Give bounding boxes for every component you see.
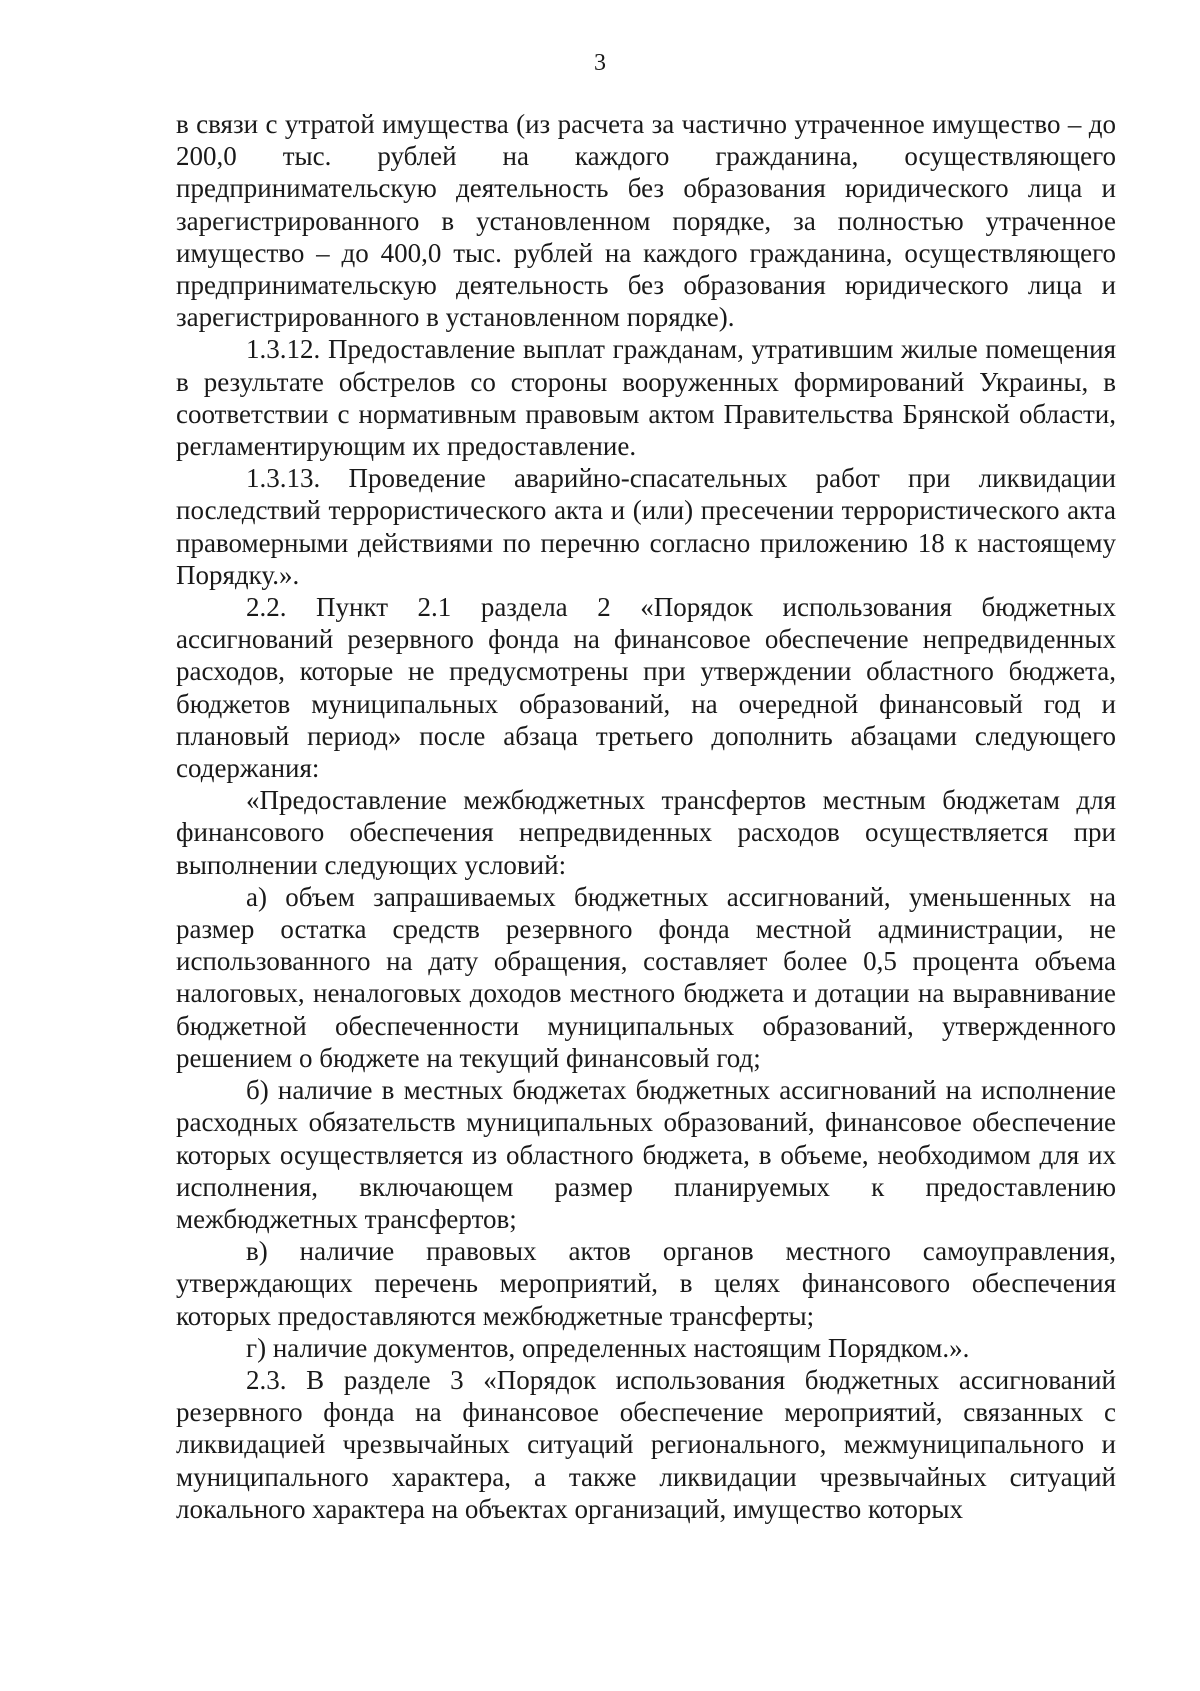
document-body (176, 108, 1116, 1525)
paragraph-2-2: 2.2. Пункт 2.1 раздела 2 «Порядок использования бюджетных ассигнований резервного фонда на финансовое обеспечение непредвиденных расходов, которые не предусмотрены при утверждении областного бюджета, бюджетов муниципальных образований, на очередной финансовый год и плановый период» после абзаца третьего дополнить абзацами следующего содержания: (176, 592, 1116, 784)
paragraph-item-a: а) объем запрашиваемых бюджетных ассигнований, уменьшенных на размер остатка средств резервного фонда местной администрации, не использованного на дату обращения, составляет более 0,5 процента объема налоговых, неналоговых доходов местного бюджета и дотации на выравнивание бюджетной обеспеченности муниципальных образований, утвержденного решением о бюджете на текущий финансовый год; (176, 881, 1116, 1073)
paragraph-2-3: 2.3. В разделе 3 «Порядок использования бюджетных ассигнований резервного фонда на финансовое обеспечение мероприятий, связанных с ликвидацией чрезвычайных ситуаций регионального, межмуниципального и муниципального характера, а также ликвидации чрезвычайных ситуаций локального характера на объектах организаций, имущество которых (176, 1364, 1116, 1524)
paragraph-continuation: в связи с утратой имущества (из расчета за частично утраченное имущество – до 200,0 тыс. рублей на каждого гражданина, осуществляющего предпринимательскую деятельность без образования юридического лица и зарегистрированного в установленном порядке, за полностью утраченное имущество – до 400,0 тыс. рублей на каждого гражданина, осуществляющего предпринимательскую деятельность без образования юридического лица и зарегистрированного в установленном порядке). (176, 109, 1116, 333)
paragraph-quote-intro: «Предоставление межбюджетных трансфертов местным бюджетам для финансового обеспечения непредвиденных расходов осуществляется при выполнении следующих условий: (176, 785, 1116, 880)
paragraph-1-3-12: 1.3.12. Предоставление выплат гражданам, утратившим жилые помещения в результате обстрелов со стороны вооруженных формирований Украины, в соответствии с нормативным правовым актом Правительства Брянской области, регламентирующим их предоставление. (176, 334, 1116, 462)
paragraph-1-3-13: 1.3.13. Проведение аварийно-спасательных работ при ликвидации последствий террористического акта и (или) пресечении террористического акта правомерными действиями по перечню согласно приложению 18 к настоящему Порядку.». (176, 463, 1116, 590)
paragraph-item-b: б) наличие в местных бюджетах бюджетных ассигнований на исполнение расходных обязательств муниципальных образований, финансовое обеспечение которых осуществляется из областного бюджета, в объеме, необходимом для их исполнения, включающем размер планируемых к предоставлению межбюджетных трансфертов; (176, 1075, 1116, 1234)
page-number: 3 (594, 50, 606, 76)
paragraph-item-v: в) наличие правовых актов органов местного самоуправления, утверждающих перечень мероприятий, в целях финансового обеспечения которых предоставляются межбюджетные трансферты; (176, 1236, 1116, 1331)
paragraph-item-g: г) наличие документов, определенных настоящим Порядком.». (246, 1332, 970, 1363)
